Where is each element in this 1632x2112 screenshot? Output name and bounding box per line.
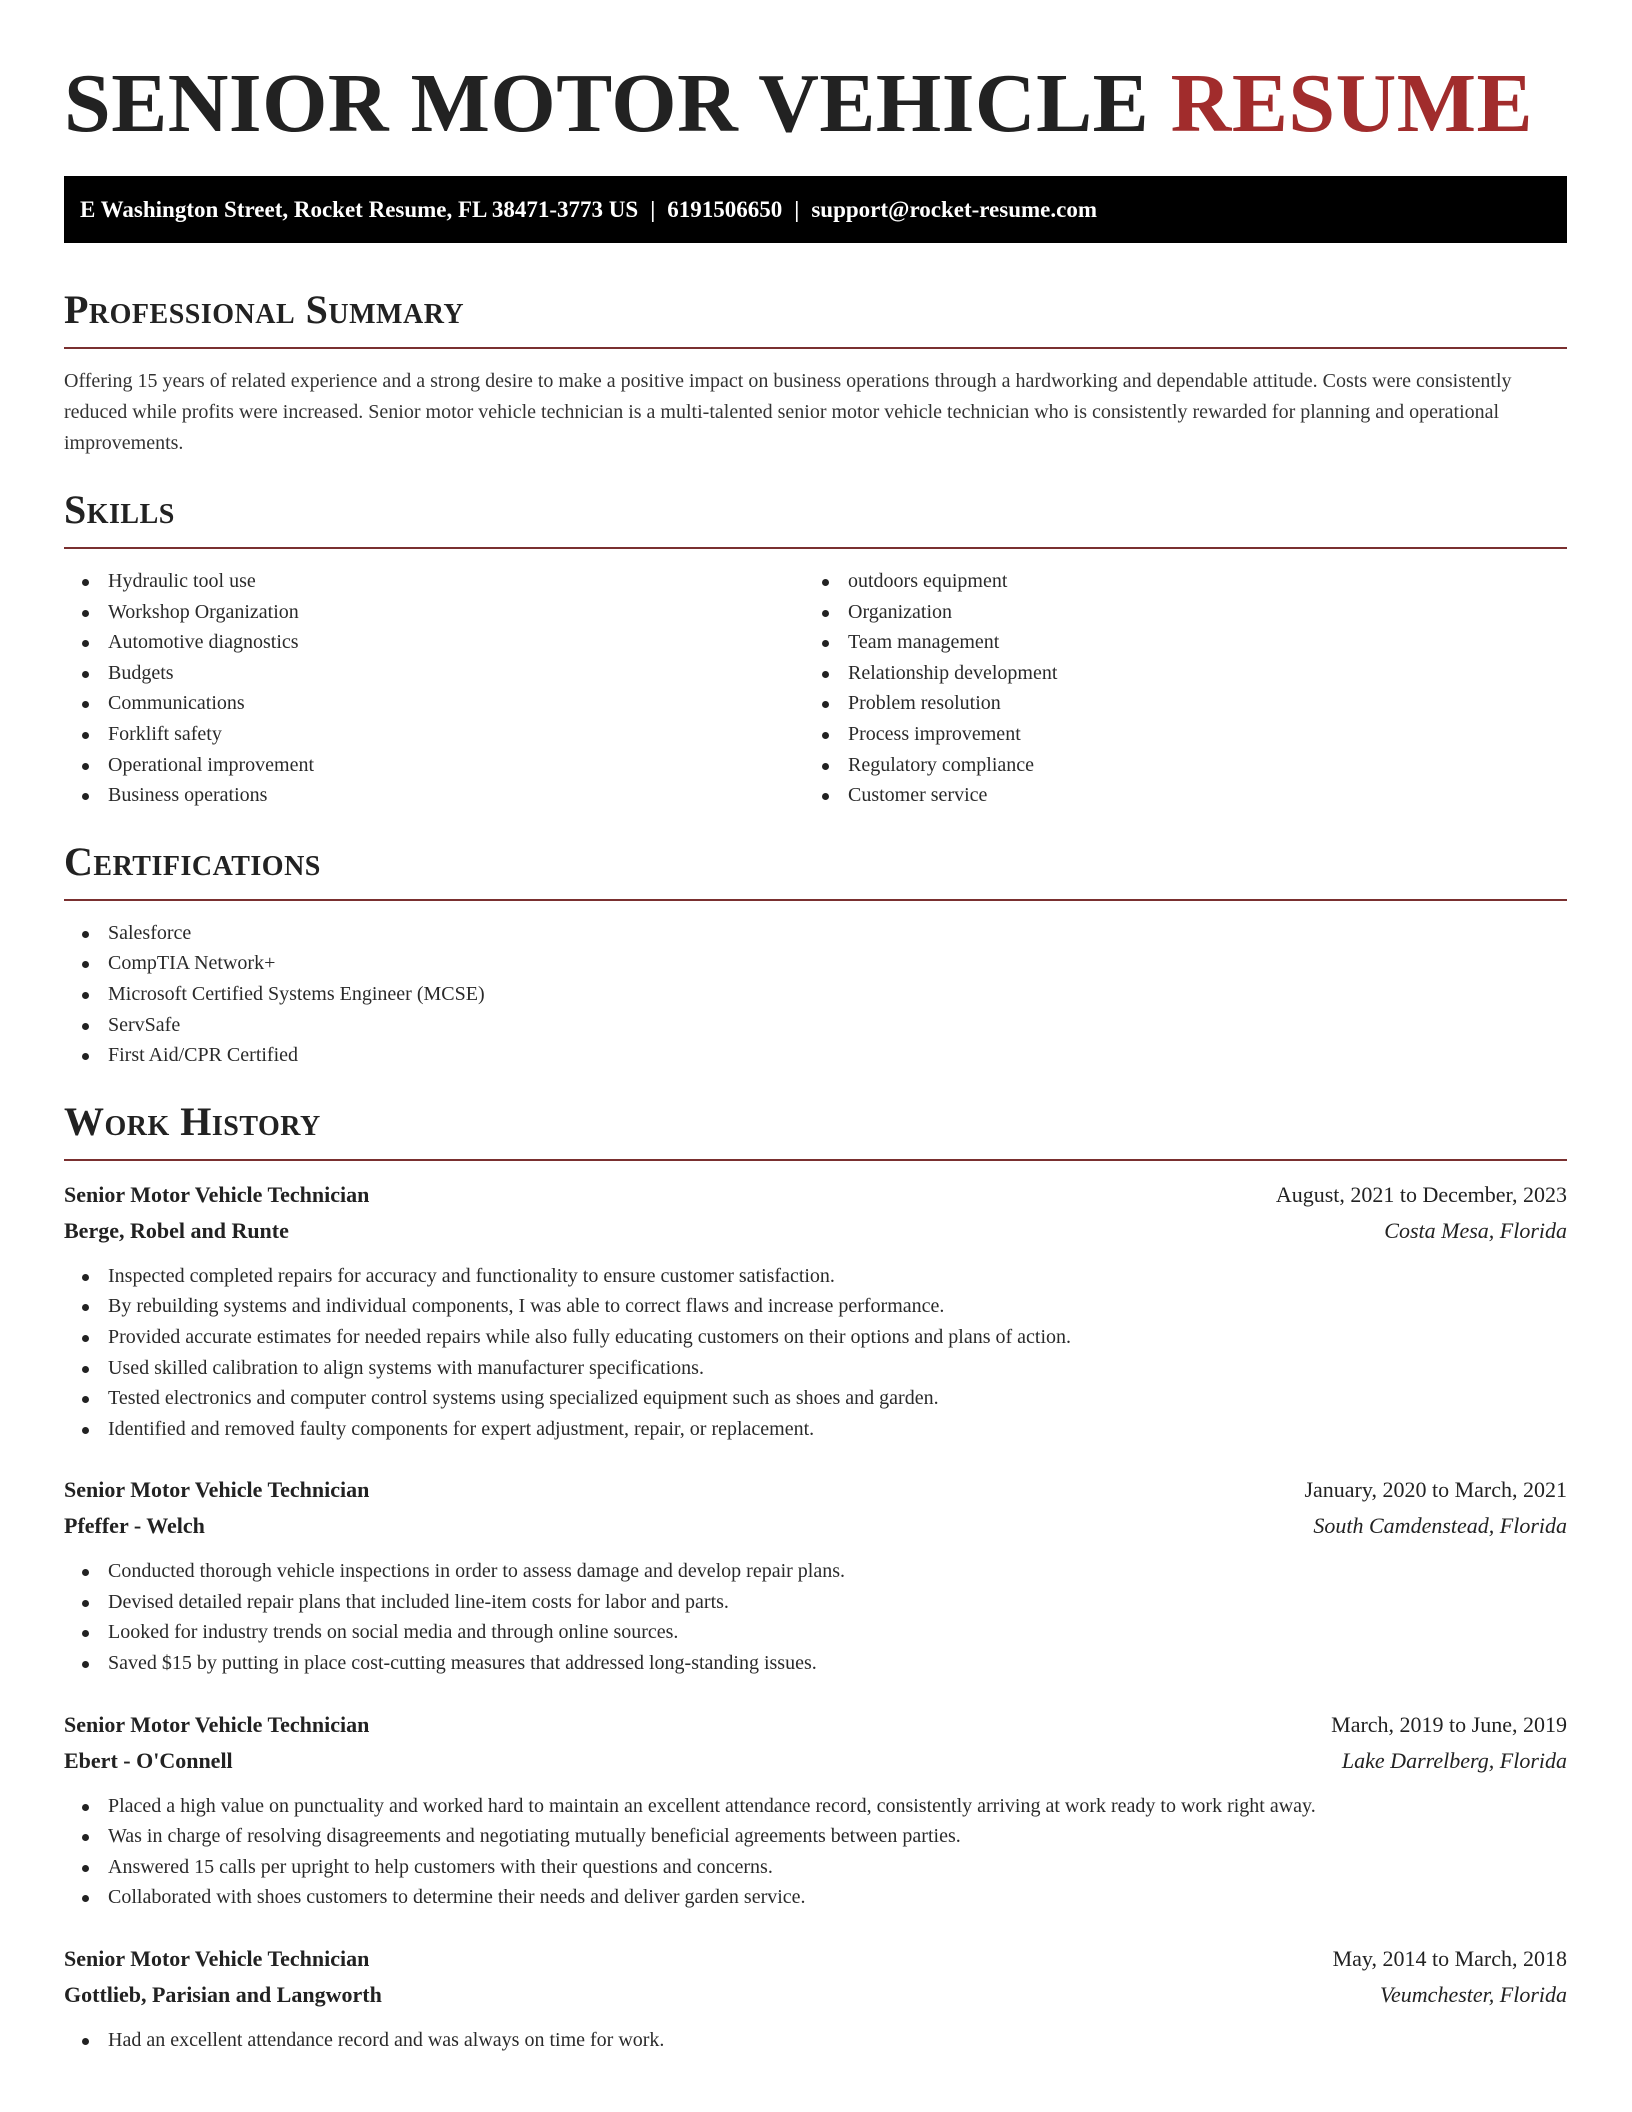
job-entry [64, 1941, 1567, 2056]
skills-column-right [804, 566, 1544, 811]
skill-item: Automotive diagnostics [64, 627, 804, 658]
skill-item: Forklift safety [64, 719, 804, 750]
job-subheader [64, 1213, 1567, 1249]
job-bullets [64, 1261, 1567, 1445]
job-title: Senior Motor Vehicle Technician [64, 1946, 370, 1972]
skill-item: Regulatory compliance [804, 750, 1544, 781]
contact-email: support@rocket-resume.com [811, 197, 1097, 222]
job-dates: January, 2020 to March, 2021 [1304, 1477, 1567, 1503]
job-location: Costa Mesa, Florida [1384, 1217, 1567, 1243]
job-bullets [64, 1556, 1567, 1678]
skill-item: Team management [804, 627, 1544, 658]
certification-item: Microsoft Certified Systems Engineer (MCSE) [64, 979, 1567, 1010]
work-history-heading: Work History [64, 1098, 321, 1144]
job-bullet: Inspected completed repairs for accuracy and functionality to ensure customer satisfaction. [64, 1261, 1567, 1292]
contact-separator: | [650, 197, 656, 222]
contact-phone: 6191506650 [667, 197, 783, 222]
job-bullet: Used skilled calibration to align systems with manufacturer specifications. [64, 1353, 1567, 1384]
job-bullet: Had an excellent attendance record and was always on time for work. [64, 2025, 1567, 2056]
certifications-divider [64, 899, 1567, 901]
skills-divider [64, 547, 1567, 549]
job-subheader [64, 1977, 1567, 2013]
certifications-list [64, 918, 1567, 1071]
job-bullet: Conducted thorough vehicle inspections in order to assess damage and develop repair plans. [64, 1556, 1567, 1587]
skill-item: Hydraulic tool use [64, 566, 804, 597]
skill-item: Organization [804, 597, 1544, 628]
job-header [64, 1177, 1567, 1213]
job-bullet: Saved $15 by putting in place cost-cutting measures that addressed long-standing issues. [64, 1648, 1567, 1679]
job-bullet: Collaborated with shoes customers to determine their needs and deliver garden service. [64, 1882, 1567, 1913]
skill-item: Business operations [64, 780, 804, 811]
skills-column-left [64, 566, 804, 811]
job-title: Senior Motor Vehicle Technician [64, 1181, 370, 1207]
job-dates: August, 2021 to December, 2023 [1275, 1181, 1567, 1207]
job-bullet: Tested electronics and computer control systems using specialized equipment such as shoes and garden. [64, 1383, 1567, 1414]
certification-item: CompTIA Network+ [64, 948, 1567, 979]
job-header [64, 1941, 1567, 1977]
job-header [64, 1472, 1567, 1508]
job-company: Gottlieb, Parisian and Langworth [64, 1982, 382, 2008]
contact-bar [64, 176, 1567, 243]
skill-item: Operational improvement [64, 750, 804, 781]
summary-divider [64, 347, 1567, 349]
skill-item: Budgets [64, 658, 804, 689]
job-subheader [64, 1743, 1567, 1779]
certifications-heading: Certifications [64, 838, 321, 884]
job-dates: May, 2014 to March, 2018 [1332, 1946, 1567, 1972]
job-bullet: Was in charge of resolving disagreements and negotiating mutually beneficial agreements between parties. [64, 1821, 1567, 1852]
job-dates: March, 2019 to June, 2019 [1331, 1711, 1567, 1737]
skill-item: Communications [64, 688, 804, 719]
certification-item: First Aid/CPR Certified [64, 1040, 1567, 1071]
job-bullet: Answered 15 calls per upright to help customers with their questions and concerns. [64, 1852, 1567, 1883]
title-main: SENIOR MOTOR VEHICLE [64, 57, 1150, 150]
job-title: Senior Motor Vehicle Technician [64, 1711, 370, 1737]
resume-page [64, 0, 1567, 2056]
contact-separator: | [794, 197, 800, 222]
job-location: Lake Darrelberg, Florida [1341, 1747, 1567, 1773]
job-bullet: Looked for industry trends on social media and through online sources. [64, 1617, 1567, 1648]
resume-title [64, 0, 1567, 150]
job-entry [64, 1707, 1567, 1913]
skill-item: Workshop Organization [64, 597, 804, 628]
certification-item: ServSafe [64, 1010, 1567, 1041]
skill-item: Relationship development [804, 658, 1544, 689]
summary-text: Offering 15 years of related experience and a strong desire to make a positive impact on business operations through a hardworking and dependable attitude. Costs were consistently reduced while profits were increased. Senior motor vehicle technician is a multi-talented senior motor vehicle technician who is consistently rewarded for planning and operational improvements. [64, 370, 1512, 454]
job-bullet: Provided accurate estimates for needed repairs while also fully educating customers on their options and plans of action. [64, 1322, 1567, 1353]
job-bullet: By rebuilding systems and individual components, I was able to correct flaws and increase performance. [64, 1291, 1567, 1322]
job-bullet: Placed a high value on punctuality and worked hard to maintain an excellent attendance record, consistently arriving at work ready to work right away. [64, 1791, 1567, 1822]
skills-heading: Skills [64, 487, 175, 532]
job-title: Senior Motor Vehicle Technician [64, 1477, 370, 1503]
skill-item: Customer service [804, 780, 1544, 811]
job-bullets [64, 1791, 1567, 1913]
job-bullets [64, 2025, 1567, 2056]
title-accent: RESUME [1170, 57, 1534, 150]
summary-heading: Professional Summary [64, 287, 465, 332]
skills-list [64, 566, 1567, 811]
job-location: South Camdenstead, Florida [1313, 1513, 1567, 1539]
job-company: Berge, Robel and Runte [64, 1217, 289, 1243]
job-subheader [64, 1508, 1567, 1544]
job-location: Veumchester, Florida [1380, 1982, 1567, 2008]
job-entry [64, 1472, 1567, 1678]
work-history-divider [64, 1159, 1567, 1161]
skill-item: Process improvement [804, 719, 1544, 750]
job-company: Pfeffer - Welch [64, 1513, 205, 1539]
contact-address: E Washington Street, Rocket Resume, FL 38471-3773 US [80, 197, 639, 222]
skill-item: outdoors equipment [804, 566, 1544, 597]
job-bullet: Devised detailed repair plans that included line-item costs for labor and parts. [64, 1587, 1567, 1618]
job-header [64, 1707, 1567, 1743]
job-bullet: Identified and removed faulty components for expert adjustment, repair, or replacement. [64, 1414, 1567, 1445]
job-company: Ebert - O'Connell [64, 1747, 233, 1773]
certification-item: Salesforce [64, 918, 1567, 949]
skill-item: Problem resolution [804, 688, 1544, 719]
job-entry [64, 1177, 1567, 1445]
